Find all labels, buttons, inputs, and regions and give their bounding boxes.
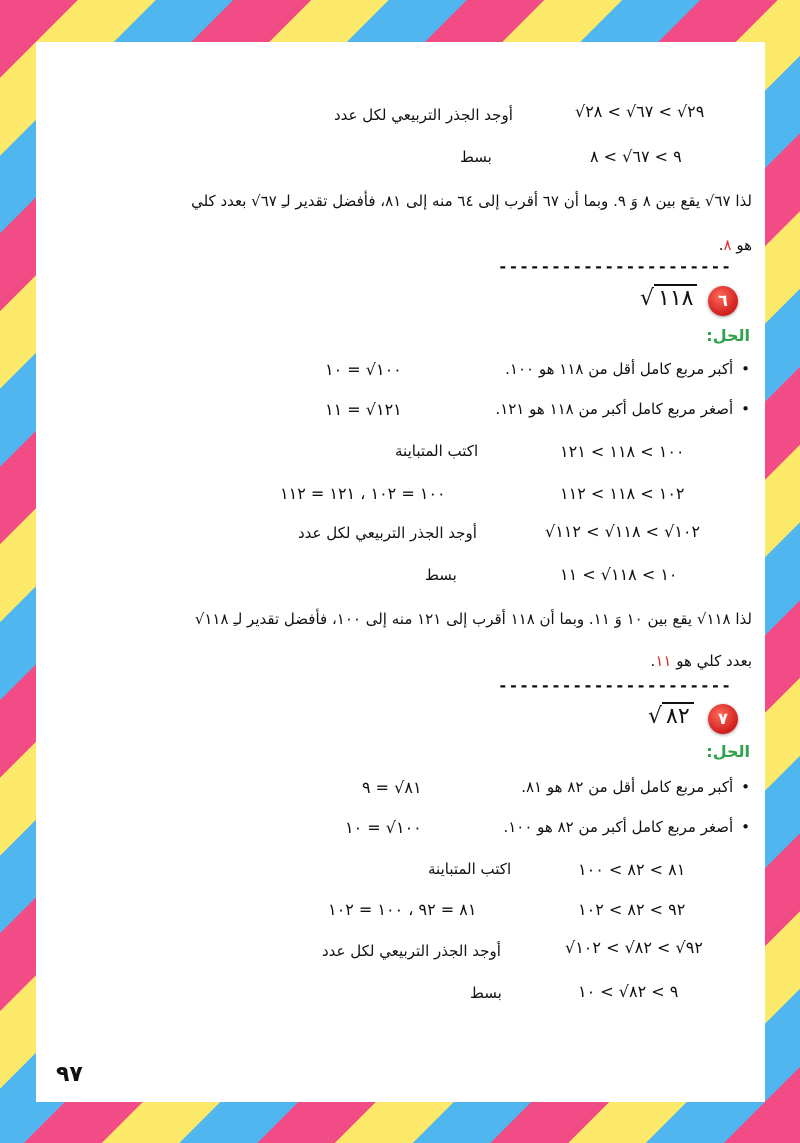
p7-label-sqrt: أوجد الجذر التربيعي لكل عدد	[322, 942, 501, 960]
p5-c2-dot: .	[718, 236, 724, 254]
p6-sqrt-inequality: ١٠٢√ > ١١٨√ > ١١٢√	[545, 522, 701, 541]
p6-label-write: اكتب المتباينة	[395, 442, 479, 460]
p5-conclusion-line1: لذا ٦٧√ يقع بين ٨ وَ ٩. وبما أن ٦٧ أقرب إلى ٦٤ منه إلى ٨١، فأفضل تقدير لـِ ٦٧√ بعدد كلي	[191, 192, 752, 210]
p6-conclusion-line1: لذا ١١٨√ يقع بين ١٠ وَ ١١. وبما أن ١١٨ أقرب إلى ١٢١ منه إلى ١٠٠، فأفضل تقدير لـِ ١١٨√	[194, 610, 752, 628]
p6-bullet-1: • أكبر مربع كامل أقل من ١١٨ هو ١٠٠.	[505, 360, 750, 378]
p6-square-inequality: ١٠٢ > ١١٨ > ١١٢	[560, 484, 685, 503]
p7-bullet-1: • أكبر مربع كامل أقل من ٨٢ هو ٨١.	[521, 778, 750, 796]
p6-label-sqrt: أوجد الجذر التربيعي لكل عدد	[298, 524, 477, 542]
p6-bullet-2-math: ١٢١√ = ١١	[325, 400, 402, 419]
page-number: ٩٧	[56, 1062, 83, 1087]
p5-simplified-inequality: ٩ > ٦٧√ > ٨	[590, 147, 682, 166]
p6-square-values: ١٠٠ = ١٠٢ ، ١٢١ = ١١٢	[280, 484, 446, 503]
problem-6-badge: ٦	[708, 286, 738, 316]
p7-label-write: اكتب المتباينة	[428, 860, 512, 878]
p5-label-simplify: بسط	[460, 148, 492, 166]
p6-bullet-1-math: ١٠٠√ = ١٠	[325, 360, 402, 379]
p7-sqrt-inequality: ٩٢√ > ٨٢√ > ١٠٢√	[565, 938, 703, 957]
p5-sqrt-inequality: ٢٩√ > ٦٧√ > ٢٨√	[575, 102, 705, 121]
problem-7-radical: √ ٨٢	[648, 704, 694, 729]
p6-inequality: ١٠٠ > ١١٨ > ١٢١	[560, 442, 685, 461]
p6-label-simplify: بسط	[425, 566, 457, 584]
problem-7-badge: ٧	[708, 704, 738, 734]
divider-2: ----------------------	[498, 676, 732, 695]
p5-conclusion-line2	[719, 236, 752, 254]
p6-answer: ١١	[655, 652, 672, 670]
problem-6-radical: √ ١١٨	[640, 286, 697, 311]
p6-simplified-inequality: ١٠ > ١١٨√ > ١١	[560, 565, 678, 584]
p5-c2-text: هو	[736, 236, 752, 254]
p6-conclusion-line2	[651, 652, 752, 670]
p7-bullet-2-math: ١٠٠√ = ١٠	[345, 818, 422, 837]
p7-label-simplify: بسط	[470, 984, 502, 1002]
p5-label-sqrt: أوجد الجذر التربيعي لكل عدد	[334, 106, 513, 124]
p6-c2-dot: .	[650, 652, 656, 670]
p6-solution-label: الحل:	[706, 326, 750, 345]
p6-bullet-2: • أصغر مربع كامل أكبر من ١١٨ هو ١٢١.	[495, 400, 750, 418]
p5-answer: ٨	[723, 236, 732, 254]
p7-bullet-1-math: ٨١√ = ٩	[362, 778, 422, 797]
p7-bullet-2: • أصغر مربع كامل أكبر من ٨٢ هو ١٠٠.	[503, 818, 750, 836]
divider-1: ----------------------	[498, 257, 732, 276]
p7-square-values: ٨١ = ٩٢ ، ١٠٠ = ١٠٢	[328, 900, 477, 919]
p7-solution-label: الحل:	[706, 742, 750, 761]
p7-inequality: ٨١ > ٨٢ > ١٠٠	[578, 860, 686, 879]
p6-c2-text: بعدد كلي هو	[676, 652, 752, 670]
p7-square-inequality: ٩٢ > ٨٢ > ١٠٢	[578, 900, 686, 919]
p7-simplified-inequality: ٩ > ٨٢√ > ١٠	[578, 982, 679, 1001]
